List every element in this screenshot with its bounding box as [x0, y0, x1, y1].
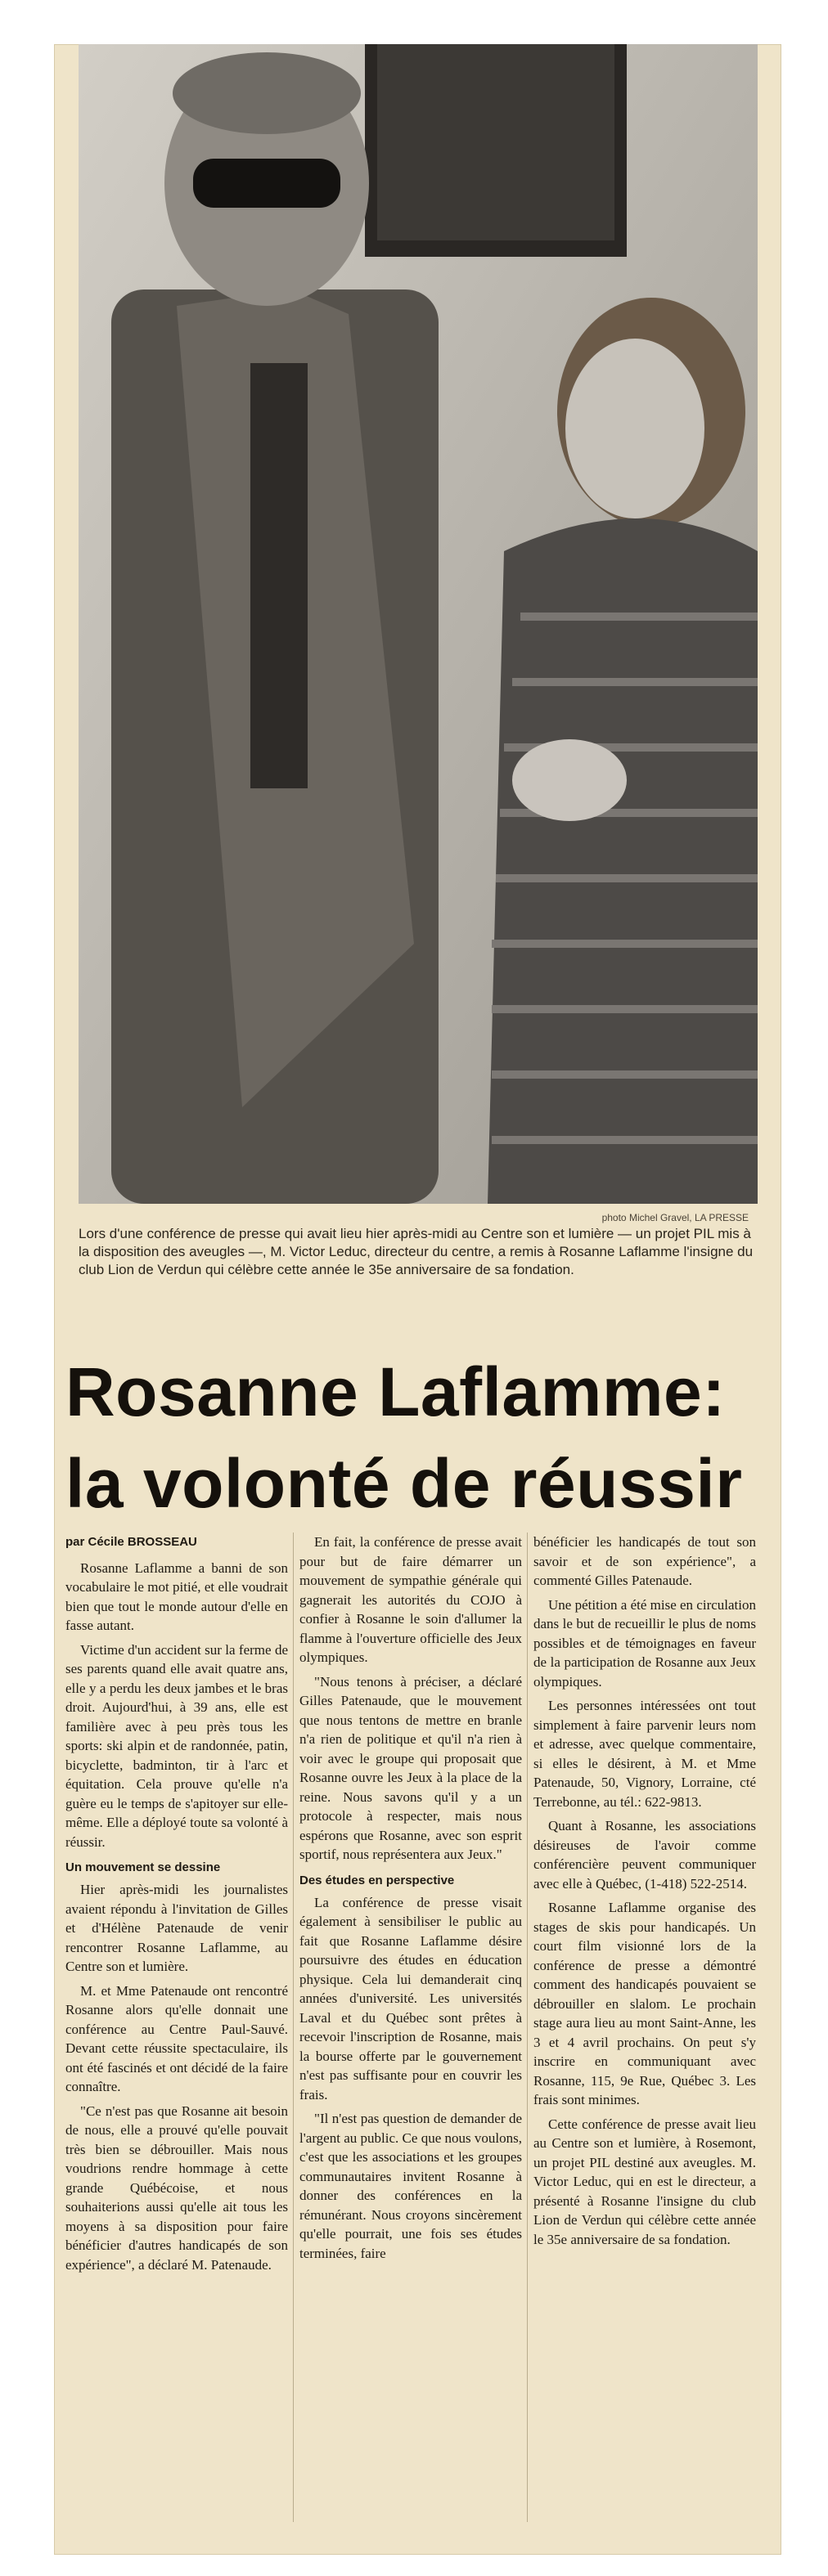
- subheading: Un mouvement se dessine: [65, 1860, 221, 1874]
- paragraph: Quant à Rosanne, les associations désireuses de l'avoir comme conférencière peuvent communiquer avec elle à Québec, (1-418) 522-2514.: [533, 1818, 756, 1892]
- subheading: Des études en perspective: [299, 1873, 455, 1887]
- paragraph: La conférence de presse visait également à sensibiliser le public au fait que Rosanne Laflamme désire poursuivre des études en éducation physique. Cela lui demanderait cinq années d'université. Les universités Laval et du Québec sont prêtes à recevoir l'inscription de Rosanne, mais la bourse offerte par le gouvernement n'est pas suffisante pour en couvrir les frais.: [299, 1894, 522, 2103]
- paragraph: M. et Mme Patenaude ont rencontré Rosanne alors qu'elle donnait une conférence au Centre Paul-Sauvé. Devant cette réussite spectaculaire, ils ont été fascinés et ont décidé de la faire connaître.: [65, 1982, 288, 2094]
- headline-line-2: la volonté de réussir: [65, 1445, 743, 1522]
- byline: par Cécile BROSSEAU: [65, 1535, 197, 1549]
- paragraph: Les personnes intéressées ont tout simplement à faire parvenir leurs nom et adresse, avec quelque commentaire, si elles le désirent, à M. et Mme Patenaude, 50, Vignory, Lorraine, cté Terrebonne, au tél.: 622-9813.: [533, 1698, 756, 1810]
- paragraph: Hier après-midi les journalistes avaient répondu à l'invitation de Gilles et d'Hélène Patenaude de venir rencontrer Rosanne Laflamme, au Centre son et lumière.: [65, 1882, 288, 1974]
- paragraph: Rosanne Laflamme a banni de son vocabulaire le mot pitié, et elle voudrait bien que tout le monde autour d'elle en fasse autant.: [65, 1560, 288, 1633]
- paragraph: Victime d'un accident sur la ferme de ses parents quand elle avait quatre ans, elle y a perdu les deux jambes et le bras droit. Aujourd'hui, à 39 ans, elle est familière avec à peu près tous les sports: ski alpin et de randonnée, patin, bicyclette, badminton, tir à l'arc et équitation. Cela prouve qu'elle n'a guère eu le temps de s'apitoyer sur elle-même. Elle a déployé toute sa volonté à réussir.: [65, 1641, 288, 1850]
- paragraph: "Nous tenons à préciser, a déclaré Gilles Patenaude, que le mouvement que nous tentons de mettre en branle n'a rien de politique et qu'il n'a rien à voir avec le groupe qui proposait que Rosanne ouvre les Jeux à la place de la reine. Nous savons qu'il y a un protocole à respecter, mais nous espérons que Rosanne, avec son esprit sportif, nous représentera aux Jeux.": [299, 1673, 522, 1862]
- article-column-2: [299, 1533, 522, 2268]
- paragraph: "Il n'est pas question de demander de l'argent au public. Ce que nous voulons, c'est que les associations et les groupes communautaires invitent Rosanne à donner des conférences en la rémunérant. Nous croyons sincèrement qu'elle pourrait, une fois ses études terminées, faire: [299, 2111, 522, 2261]
- paragraph: En fait, la conférence de presse avait pour but de faire démarrer un mouvement de sympathie générale qui gagnerait les autorités du COJO à confier à Rosanne le soin d'allumer la flamme à l'ouverture officielle des Jeux olympiques.: [299, 1534, 522, 1665]
- photo-caption: Lors d'une conférence de presse qui avait lieu hier après-midi au Centre son et lumière — un projet PIL mis à la disposition des aveugles —, M. Victor Leduc, directeur du centre, a remis à Rosanne Laflamme l'insigne du club Lion de Verdun qui célèbre cette année le 35e anniversaire de sa fondation.: [79, 1226, 754, 1277]
- paragraph: Cette conférence de presse avait lieu au Centre son et lumière, à Rosemont, un projet PIL destiné aux aveugles. M. Victor Leduc, qui en est le directeur, a présenté à Rosanne l'insigne du club Lion de Verdun qui célèbre cette année le 35e anniversaire de sa fondation.: [533, 2116, 756, 2247]
- article-photo: [79, 44, 758, 1204]
- paragraph: bénéficier les handicapés de tout son savoir et de son expérience", a commenté Gilles Patenaude.: [533, 1534, 756, 1588]
- paragraph: "Ce n'est pas que Rosanne ait besoin de nous, elle a prouvé qu'elle pouvait très bien se débrouiller. Mais nous voudrions rendre hommage à cette grande Québécoise, et nous souhaiterions aussi qu'elle ait tous les moyens à sa disposition pour faire bénéficier d'autres handicapés de son expérience", a déclaré M. Patenaude.: [65, 2103, 288, 2273]
- headline-line-1: Rosanne Laflamme:: [65, 1353, 726, 1430]
- newspaper-clipping: [54, 44, 781, 2555]
- column-divider: [527, 1533, 528, 2522]
- article-column-1: [65, 1533, 288, 2279]
- paragraph: Rosanne Laflamme organise des stages de skis pour handicapés. Un court film visionné lors de la conférence de presse a démontré comment des handicapés pouvaient se débrouiller en slalom. Le prochain stage aura lieu au mont Saint-Anne, les 3 et 4 avril prochains. On peut s'y inscrire en communiquant avec Rosanne, 115, 9e Rue, Québec 3. Les frais sont minimes.: [533, 1900, 756, 2107]
- article-column-3: [533, 1533, 756, 2254]
- photo-credit: photo Michel Gravel, LA PRESSE: [601, 1212, 749, 1223]
- paragraph: Une pétition a été mise en circulation dans le but de recueillir le plus de noms possibles et de témoignages en faveur de la participation de Rosanne aux Jeux olympiques.: [533, 1596, 756, 1690]
- photo-illustration: [79, 44, 758, 1204]
- column-divider: [293, 1533, 294, 2522]
